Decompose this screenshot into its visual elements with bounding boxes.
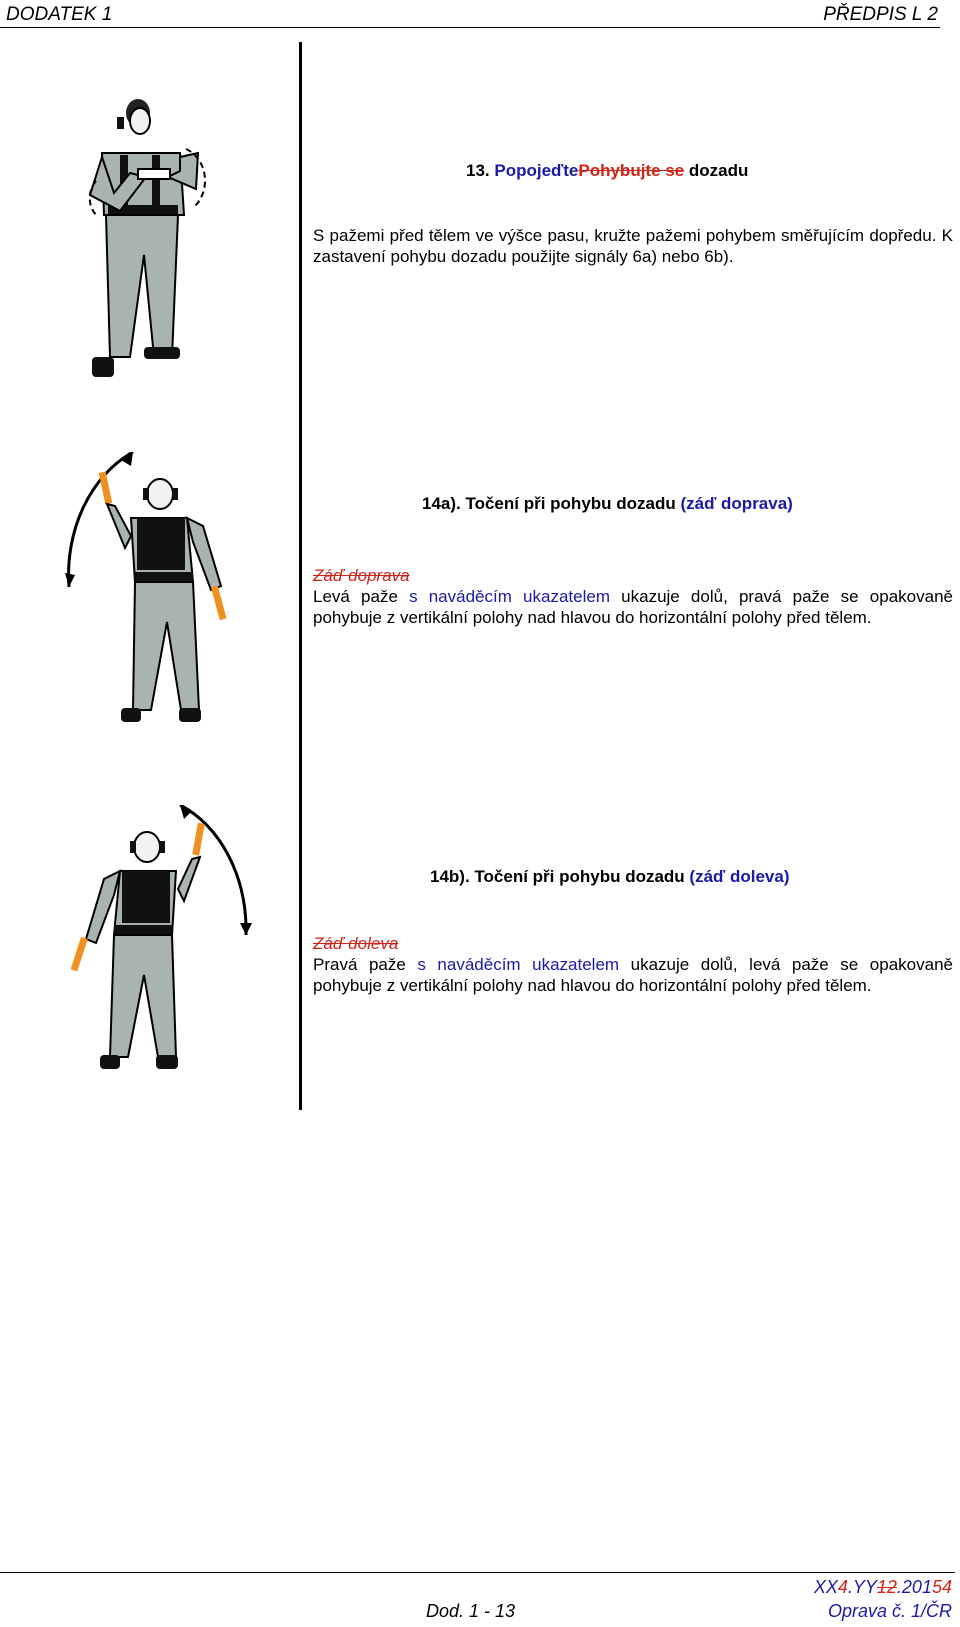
- section-14b-body: [313, 933, 953, 996]
- section-14a-title: [422, 494, 793, 514]
- header-rule: [0, 27, 940, 28]
- vertical-divider: [299, 42, 302, 1110]
- section-14a-deleted-label: Záď doprava: [313, 566, 410, 585]
- footer-date: [814, 1577, 952, 1598]
- section-14a-inserted-text: s naváděcím ukazatelem: [409, 587, 610, 606]
- section-14b-deleted-label: Záď doleva: [313, 934, 399, 953]
- section-14b-text-end: ukazuje dolů, levá paže se opakovaně pohybuje z vertikální polohy nad hlavou do horizontální polohy před tělem.: [313, 955, 953, 995]
- footer-rule: [0, 1572, 955, 1573]
- section-14b-text-start: Pravá paže: [313, 955, 418, 974]
- section-13-title-tail: dozadu: [684, 161, 749, 180]
- footer-page-number: Dod. 1 - 13: [426, 1601, 516, 1621]
- section-14a-text-start: Levá paže: [313, 587, 410, 606]
- footer-date-12: 12: [876, 1577, 897, 1597]
- figure-14b-marshaller: [62, 805, 262, 1095]
- section-13-title: [466, 161, 748, 181]
- header-left: DODATEK 1: [6, 4, 113, 25]
- section-13-inserted-text: Popojeďte: [494, 161, 579, 180]
- section-13-deleted-text: Pohybujte se: [578, 161, 685, 180]
- section-13-body: S pažemi před tělem ve výšce pasu, kružte pažemi pohybem směřujícím dopředu. K zastavení pohybu dozadu použijte signály 6a) nebo 6b).: [313, 226, 953, 266]
- section-14a-title-text: 14a). Točení při pohybu dozadu: [422, 494, 681, 513]
- figure-14a-marshaller: [55, 452, 255, 742]
- section-14a-body: [313, 565, 953, 628]
- section-14a-text: [313, 586, 953, 628]
- footer-revision: Oprava č. 1/ČR: [827, 1601, 952, 1621]
- footer-date-54: 54: [931, 1577, 952, 1597]
- footer-date-yy: .YY: [847, 1577, 877, 1597]
- section-14b-title: [430, 867, 790, 887]
- section-14b-title-inserted: (záď doleva): [689, 867, 790, 886]
- footer-date-year: .201: [896, 1577, 932, 1597]
- section-14a-title-inserted: (záď doprava): [680, 494, 793, 513]
- section-14b-text: [313, 954, 953, 996]
- section-14b-title-text: 14b). Točení při pohybu dozadu: [430, 867, 690, 886]
- header-right: PŘEDPIS L 2: [823, 4, 938, 25]
- section-14a-text-end: ukazuje dolů, pravá paže se opakovaně pohybuje z vertikální polohy nad hlavou do horizontální polohy před tělem.: [313, 587, 953, 627]
- section-14b-inserted-text: s naváděcím ukazatelem: [417, 955, 620, 974]
- footer-date-xx: XX: [813, 1577, 838, 1597]
- figure-13-marshaller: [80, 95, 240, 395]
- footer-date-4: 4: [837, 1577, 848, 1597]
- section-13-number: 13.: [466, 161, 495, 180]
